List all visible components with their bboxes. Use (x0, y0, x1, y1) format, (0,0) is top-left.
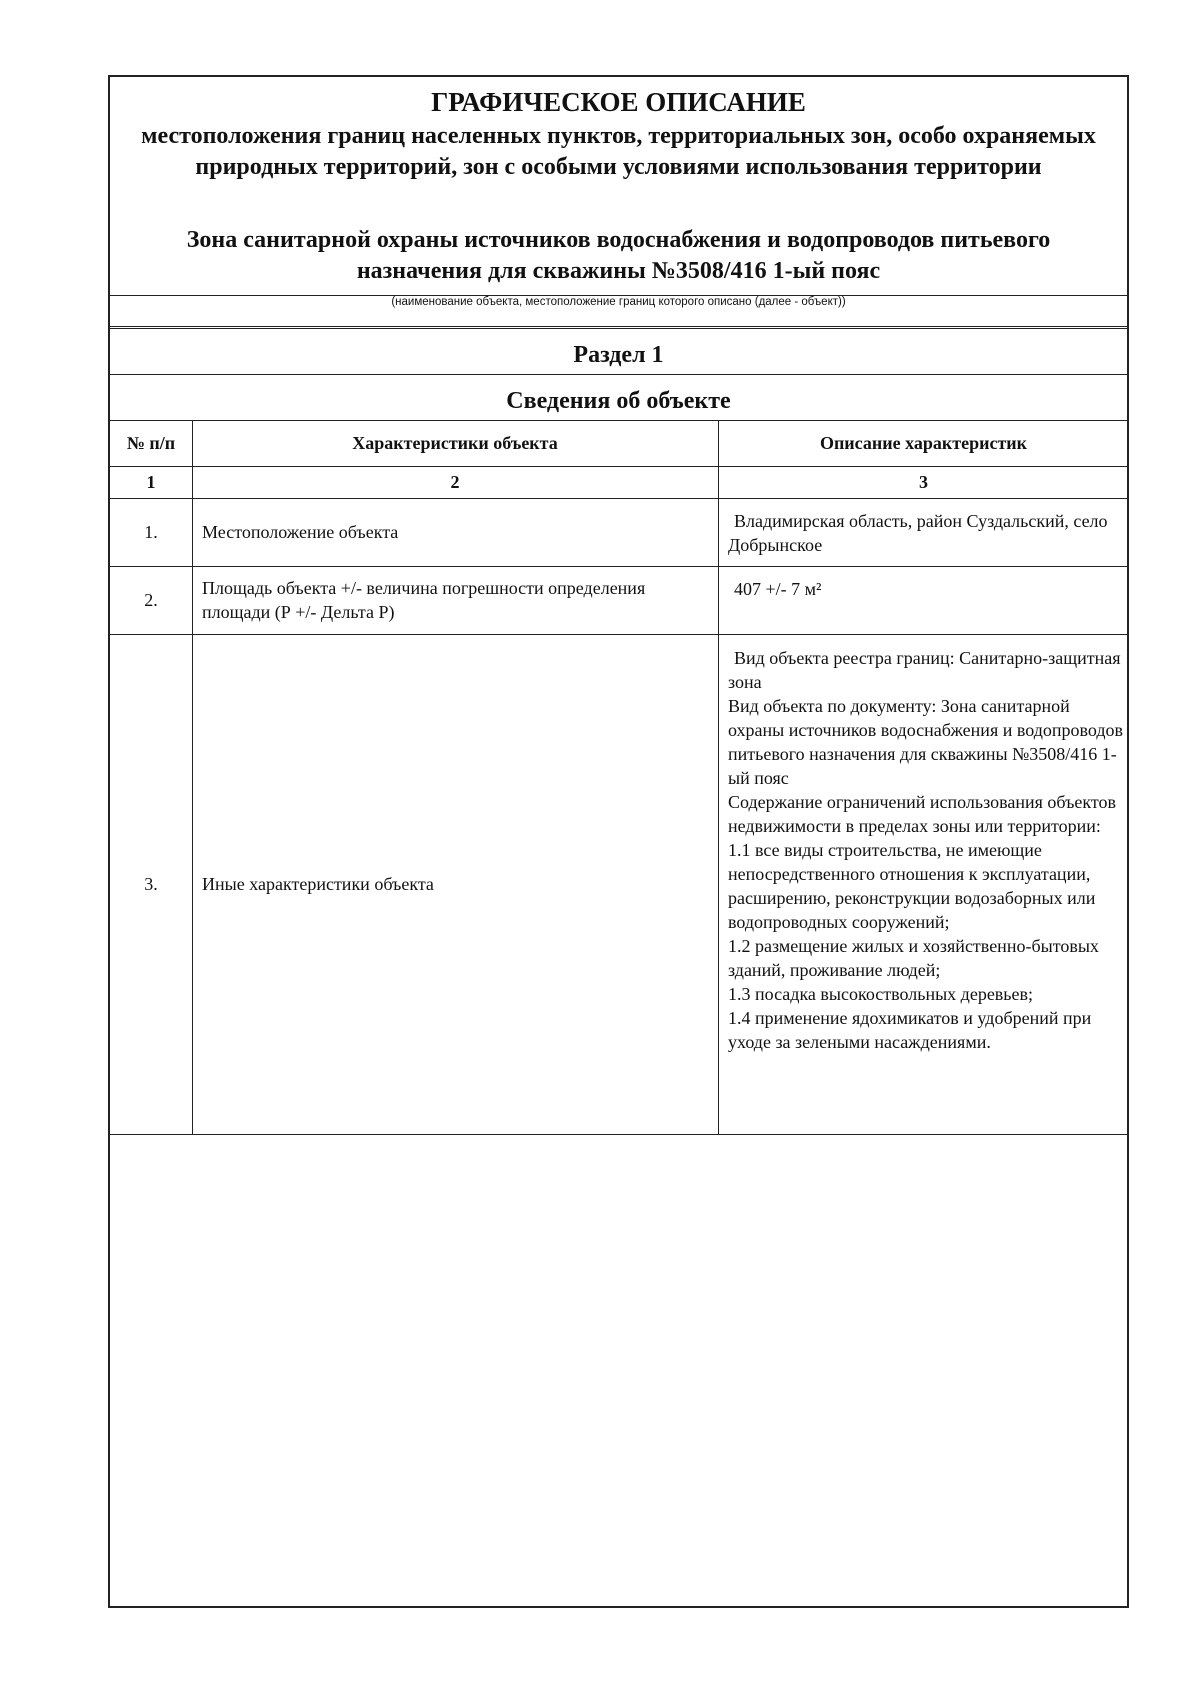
description-line: 1.3 посадка высокоствольных деревьев; (728, 984, 1034, 1004)
row-description: Владимирская область, район Суздальский, село Добрынское (728, 511, 1108, 555)
section-heading: Раздел 1 (573, 342, 664, 368)
description-line: Содержание ограничений использования объектов недвижимости в пределах зоны или территории: (728, 792, 1117, 836)
row-description: 407 +/- 7 м² (734, 579, 822, 599)
description-line: 1.4 применение ядохимикатов и удобрений при уходе за зелеными насаждениями. (728, 1008, 1092, 1052)
table-column-divider (192, 420, 193, 1134)
object-name: Зона санитарной охраны источников водоснабжения и водопроводов питьевого назначения для скважины №3508/416 1-ый пояс (186, 227, 1051, 284)
document-title: ГРАФИЧЕСКОЕ ОПИСАНИЕ (431, 87, 806, 117)
column-number: 1 (146, 472, 156, 492)
description-line: Вид объекта по документу: Зона санитарной охраны источников водоснабжения и водопроводов питьевого назначения для скважины №3508/416 1-ый пояс (728, 696, 1124, 788)
description-line: 1.2 размещение жилых и хозяйственно-бытовых зданий, проживание людей; (728, 936, 1099, 980)
header-number: № п/п (126, 433, 176, 453)
column-number: 2 (450, 472, 460, 492)
column-number: 3 (919, 472, 928, 492)
divider (110, 326, 1127, 327)
table-divider (110, 1134, 1127, 1135)
header-characteristic: Характеристики объекта (352, 433, 558, 453)
object-caption: (наименование объекта, местоположение границ которого описано (далее - объект)) (391, 296, 846, 308)
row-characteristic: Иные характеристики объекта (202, 874, 434, 894)
section-title: Сведения об объекте (506, 388, 731, 414)
row-number: 3. (144, 874, 158, 894)
table-column-divider (718, 420, 719, 1134)
row-characteristic: Местоположение объекта (202, 522, 399, 542)
description-line: Вид объекта реестра границ: Санитарно-защитная зона (728, 648, 1121, 692)
row-number: 2. (144, 590, 158, 610)
row-description-block (728, 646, 1123, 1054)
divider (110, 328, 1127, 329)
divider (110, 374, 1127, 375)
document-frame (108, 75, 1129, 1608)
document-subtitle: местоположения границ населенных пунктов, территориальных зон, особо охраняемых природных территорий, зон с особыми условиями использования территории (141, 123, 1096, 180)
row-characteristic: Площадь объекта +/- величина погрешности определения площади (Р +/- Дельта Р) (202, 578, 646, 622)
description-line: 1.1 все виды строительства, не имеющие непосредственного отношения к эксплуатации, расширению, реконструкции водозаборных или водопроводных сооружений; (728, 840, 1096, 932)
header-description: Описание характеристик (819, 433, 1028, 453)
row-number: 1. (144, 522, 158, 542)
